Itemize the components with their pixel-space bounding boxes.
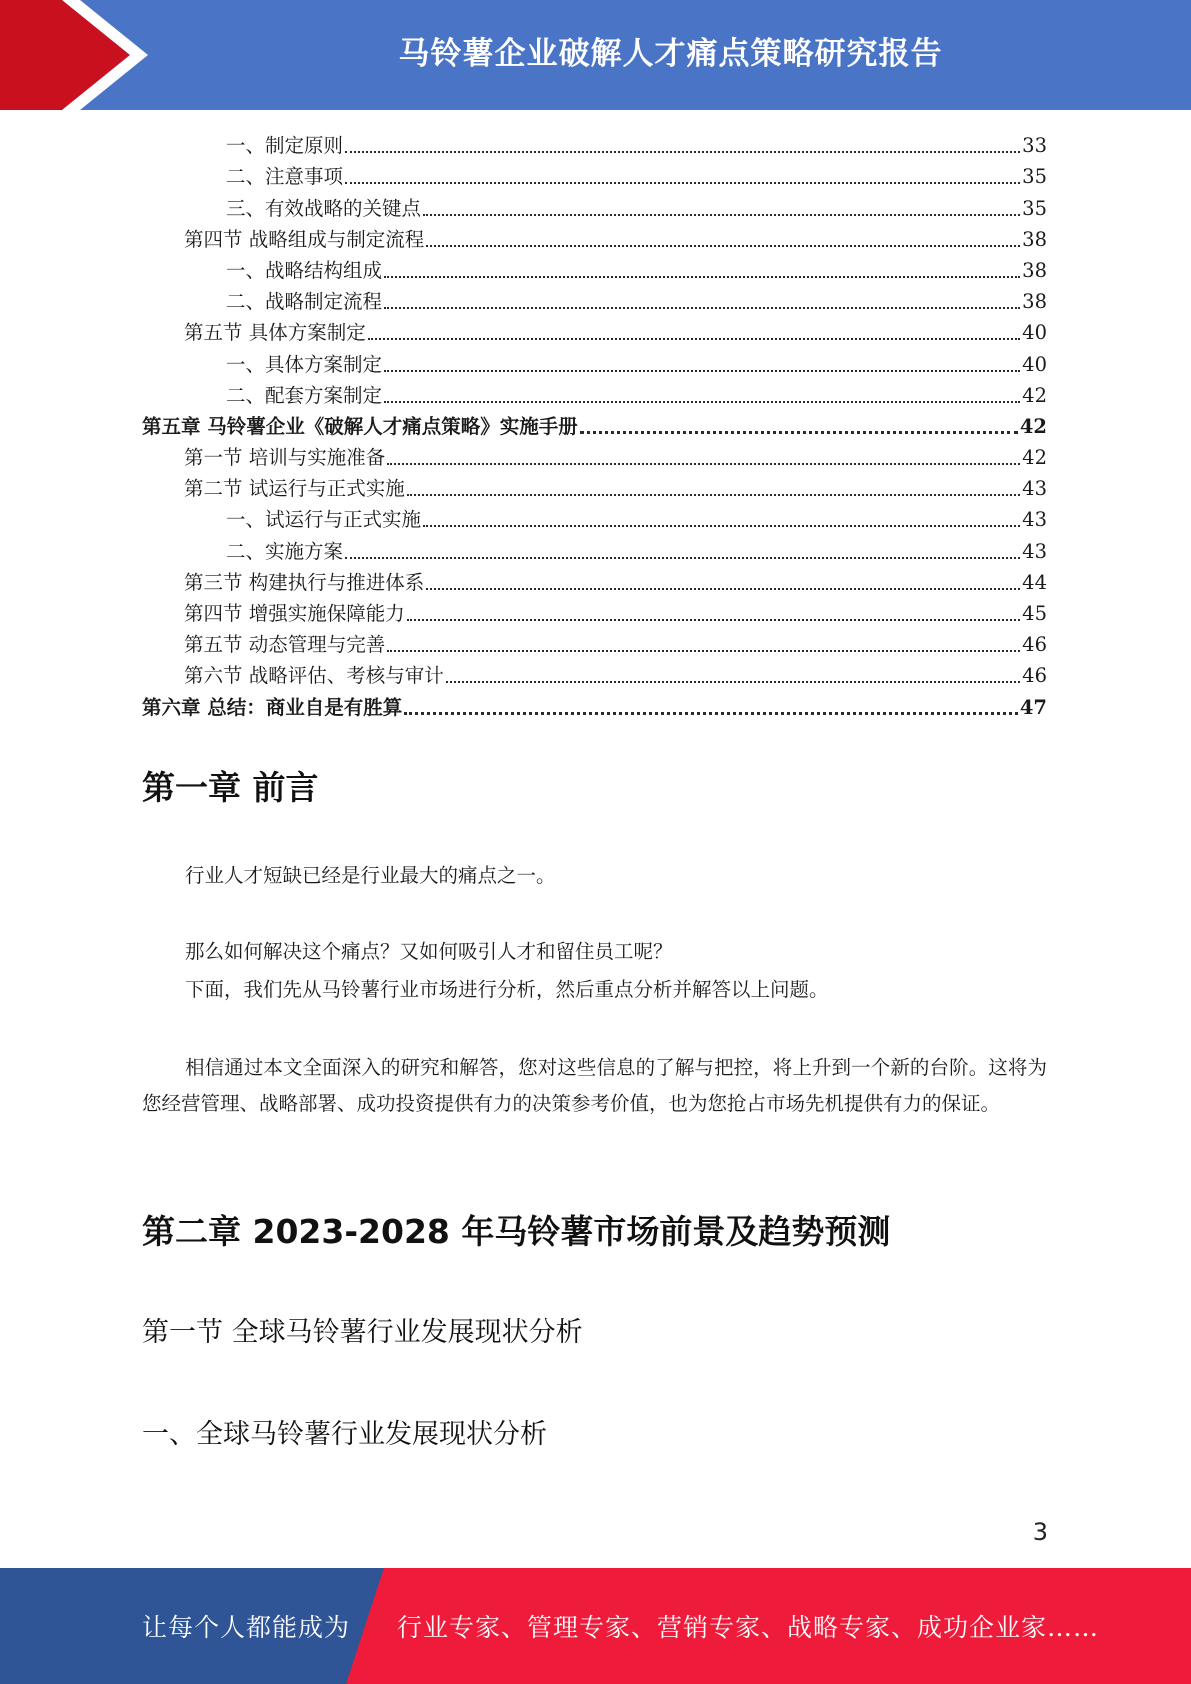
toc-entry-page: 43	[1022, 477, 1047, 501]
chapter-1-heading: 第一章 前言	[142, 768, 319, 807]
toc-entry-page: 47	[1019, 695, 1047, 719]
toc-entry-page: 43	[1022, 508, 1047, 532]
paragraph-intro-2: 那么如何解决这个痛点？又如何吸引人才和留住员工呢？	[185, 940, 673, 963]
toc-dot-leader	[345, 182, 1020, 184]
paragraph-intro-3: 下面，我们先从马铃薯行业市场进行分析，然后重点分析并解答以上问题。	[185, 978, 829, 1001]
toc-entry-page: 35	[1022, 196, 1047, 220]
toc-entry[interactable]	[142, 596, 1047, 627]
toc-entry[interactable]	[142, 346, 1047, 377]
paragraph-intro-1: 行业人才短缺已经是行业最大的痛点之一。	[185, 864, 556, 887]
toc-entry-page: 38	[1022, 258, 1047, 282]
toc-dot-leader	[345, 151, 1020, 153]
toc-entry-page: 42	[1022, 383, 1047, 407]
section-1-heading: 第一节 全球马铃薯行业发展现状分析	[142, 1317, 583, 1348]
chapter-2-heading: 第二章 2023-2028 年马铃薯市场前景及趋势预测	[142, 1212, 891, 1251]
toc-entry-page: 33	[1022, 134, 1047, 158]
toc-entry-page: 42	[1019, 414, 1047, 438]
toc-entry-page: 38	[1022, 227, 1047, 251]
toc-entry-page: 46	[1022, 633, 1047, 657]
toc-dot-leader	[384, 370, 1020, 372]
toc-dot-leader	[446, 681, 1020, 683]
toc-entry-page: 40	[1022, 321, 1047, 345]
toc-entry-label: 三、有效战略的关键点	[226, 196, 422, 220]
toc-entry[interactable]	[142, 190, 1047, 221]
toc-entry[interactable]	[142, 689, 1047, 720]
toc-entry[interactable]	[142, 502, 1047, 533]
toc-entry-label: 二、配套方案制定	[226, 383, 383, 407]
toc-dot-leader	[423, 214, 1020, 216]
toc-entry-label: 一、战略结构组成	[226, 258, 383, 282]
toc-entry[interactable]	[142, 253, 1047, 284]
toc-entry[interactable]	[142, 159, 1047, 190]
toc-dot-leader	[384, 276, 1020, 278]
toc-entry-page: 38	[1022, 290, 1047, 314]
toc-entry-page: 42	[1022, 446, 1047, 470]
toc-entry[interactable]	[142, 471, 1047, 502]
toc-dot-leader	[387, 650, 1020, 652]
toc-entry[interactable]	[142, 315, 1047, 346]
page-header	[0, 0, 1191, 110]
toc-entry-label: 二、实施方案	[226, 539, 344, 563]
toc-entry[interactable]	[142, 284, 1047, 315]
toc-entry-label: 一、试运行与正式实施	[226, 508, 422, 532]
toc-entry[interactable]	[142, 440, 1047, 471]
toc-entry-page: 40	[1022, 352, 1047, 376]
subsection-1-heading: 一、全球马铃薯行业发展现状分析	[142, 1419, 547, 1450]
toc-entry-label: 二、注意事项	[226, 165, 344, 189]
toc-dot-leader	[580, 431, 1018, 434]
toc-dot-leader	[407, 494, 1020, 496]
toc-entry[interactable]	[142, 409, 1047, 440]
toc-entry-label: 第五节 具体方案制定	[184, 321, 366, 345]
toc-entry-page: 44	[1022, 570, 1047, 594]
paragraph-intro-4: 相信通过本文全面深入的研究和解答，您对这些信息的了解与把控，将上升到一个新的台阶。这将为您经营管理、战略部署、成功投资提供有力的决策参考价值，也为您抢占市场先机提供有力的保证。	[142, 1056, 1047, 1115]
toc-entry-label: 第二节 试运行与正式实施	[184, 477, 405, 501]
footer-slogan-left: 让每个人都能成为	[142, 1613, 351, 1642]
toc-entry-label: 第六节 战略评估、考核与审计	[184, 664, 444, 688]
toc-entry[interactable]	[142, 565, 1047, 596]
toc-entry-page: 43	[1022, 539, 1047, 563]
toc-entry-label: 第一节 培训与实施准备	[184, 446, 386, 470]
toc-entry[interactable]	[142, 222, 1047, 253]
toc-entry[interactable]	[142, 658, 1047, 689]
toc-dot-leader	[404, 712, 1018, 715]
page-footer	[0, 1568, 1191, 1684]
toc-dot-leader	[384, 401, 1020, 403]
page-number: 3	[1032, 1518, 1048, 1546]
toc-dot-leader	[384, 307, 1020, 309]
toc-entry-label: 第四节 增强实施保障能力	[184, 602, 405, 625]
toc-entry[interactable]	[142, 128, 1047, 159]
table-of-contents	[142, 128, 1047, 721]
toc-dot-leader	[368, 338, 1020, 340]
toc-entry-page: 46	[1022, 664, 1047, 688]
toc-entry-page: 45	[1022, 602, 1047, 625]
footer-slogan-right: 行业专家、管理专家、营销专家、战略专家、成功企业家……	[397, 1613, 1100, 1642]
toc-entry-label: 一、制定原则	[226, 134, 344, 158]
toc-entry-label: 第五章 马铃薯企业《破解人才痛点策略》实施手册	[142, 414, 578, 438]
toc-entry[interactable]	[142, 533, 1047, 564]
toc-dot-leader	[426, 588, 1020, 590]
toc-entry-label: 第三节 构建执行与推进体系	[184, 570, 425, 594]
toc-entry-label: 第六章 总结：商业自是有胜算	[142, 695, 403, 719]
toc-dot-leader	[387, 463, 1020, 465]
toc-entry-label: 二、战略制定流程	[226, 290, 383, 314]
toc-entry-page: 35	[1022, 165, 1047, 189]
toc-entry-label: 第五节 动态管理与完善	[184, 633, 386, 657]
toc-entry[interactable]	[142, 378, 1047, 409]
toc-dot-leader	[407, 619, 1020, 621]
header-chevron-decoration	[0, 0, 160, 110]
report-title: 马铃薯企业破解人才痛点策略研究报告	[398, 35, 943, 72]
toc-entry-label: 第四节 战略组成与制定流程	[184, 227, 425, 251]
toc-entry-label: 一、具体方案制定	[226, 352, 383, 376]
toc-dot-leader	[423, 525, 1020, 527]
toc-entry[interactable]	[142, 627, 1047, 658]
toc-dot-leader	[426, 245, 1020, 247]
toc-dot-leader	[345, 557, 1020, 559]
